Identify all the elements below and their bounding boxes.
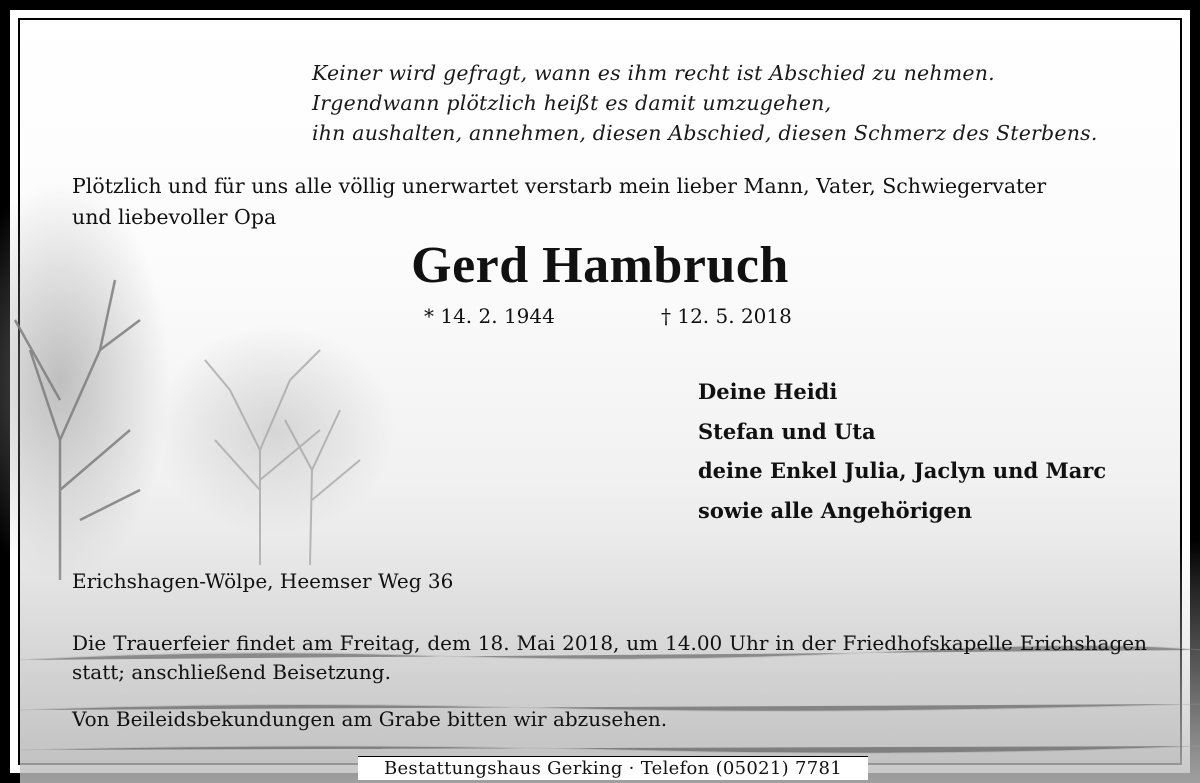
mourner-entry: sowie alle Angehörigen bbox=[698, 497, 973, 523]
mourner-entry: deine Enkel Julia, Jaclyn und Marc bbox=[698, 458, 1107, 483]
mourner-entry: Stefan und Uta bbox=[698, 418, 876, 444]
quote-line: Irgendwann plötzlich heißt es damit umzugehen, bbox=[312, 91, 832, 115]
quote-line: Keiner wird gefragt, wann es ihm recht ist Abschied zu nehmen. bbox=[312, 61, 995, 85]
funeral-home-footer: Bestattungshaus Gerking · Telefon (05021) 7781 bbox=[358, 756, 868, 780]
mourner-entry: Deine Heidi bbox=[698, 379, 838, 404]
announcement-line: und liebevoller Opa bbox=[72, 205, 277, 229]
birth-date: * 14. 2. 1944 bbox=[424, 304, 555, 328]
condolence-note: Von Beileidsbekundungen am Grabe bitten wir abzusehen. bbox=[72, 707, 668, 731]
quote bbox=[312, 58, 1098, 148]
deceased-name: Gerd Hambruch bbox=[411, 237, 789, 294]
quote-line: ihn aushalten, annehmen, diesen Abschied, diesen Schmerz des Sterbens. bbox=[312, 121, 1098, 145]
death-announcement bbox=[72, 171, 1046, 233]
funeral-service-info: Die Trauerfeier findet am Freitag, dem 18. Mai 2018, um 14.00 Uhr in der Friedhofskapelle Erichshagen statt; anschließend Beisetzung. bbox=[72, 631, 1147, 684]
family-address: Erichshagen-Wölpe, Heemser Weg 36 bbox=[72, 569, 454, 593]
death-date: † 12. 5. 2018 bbox=[661, 304, 792, 328]
notice-inner-frame bbox=[18, 18, 1182, 779]
announcement-line: Plötzlich und für uns alle völlig unerwartet verstarb mein lieber Mann, Vater, Schwiegervater bbox=[72, 174, 1047, 198]
mourners-list bbox=[698, 372, 1106, 530]
far-tree-crown bbox=[155, 325, 395, 535]
